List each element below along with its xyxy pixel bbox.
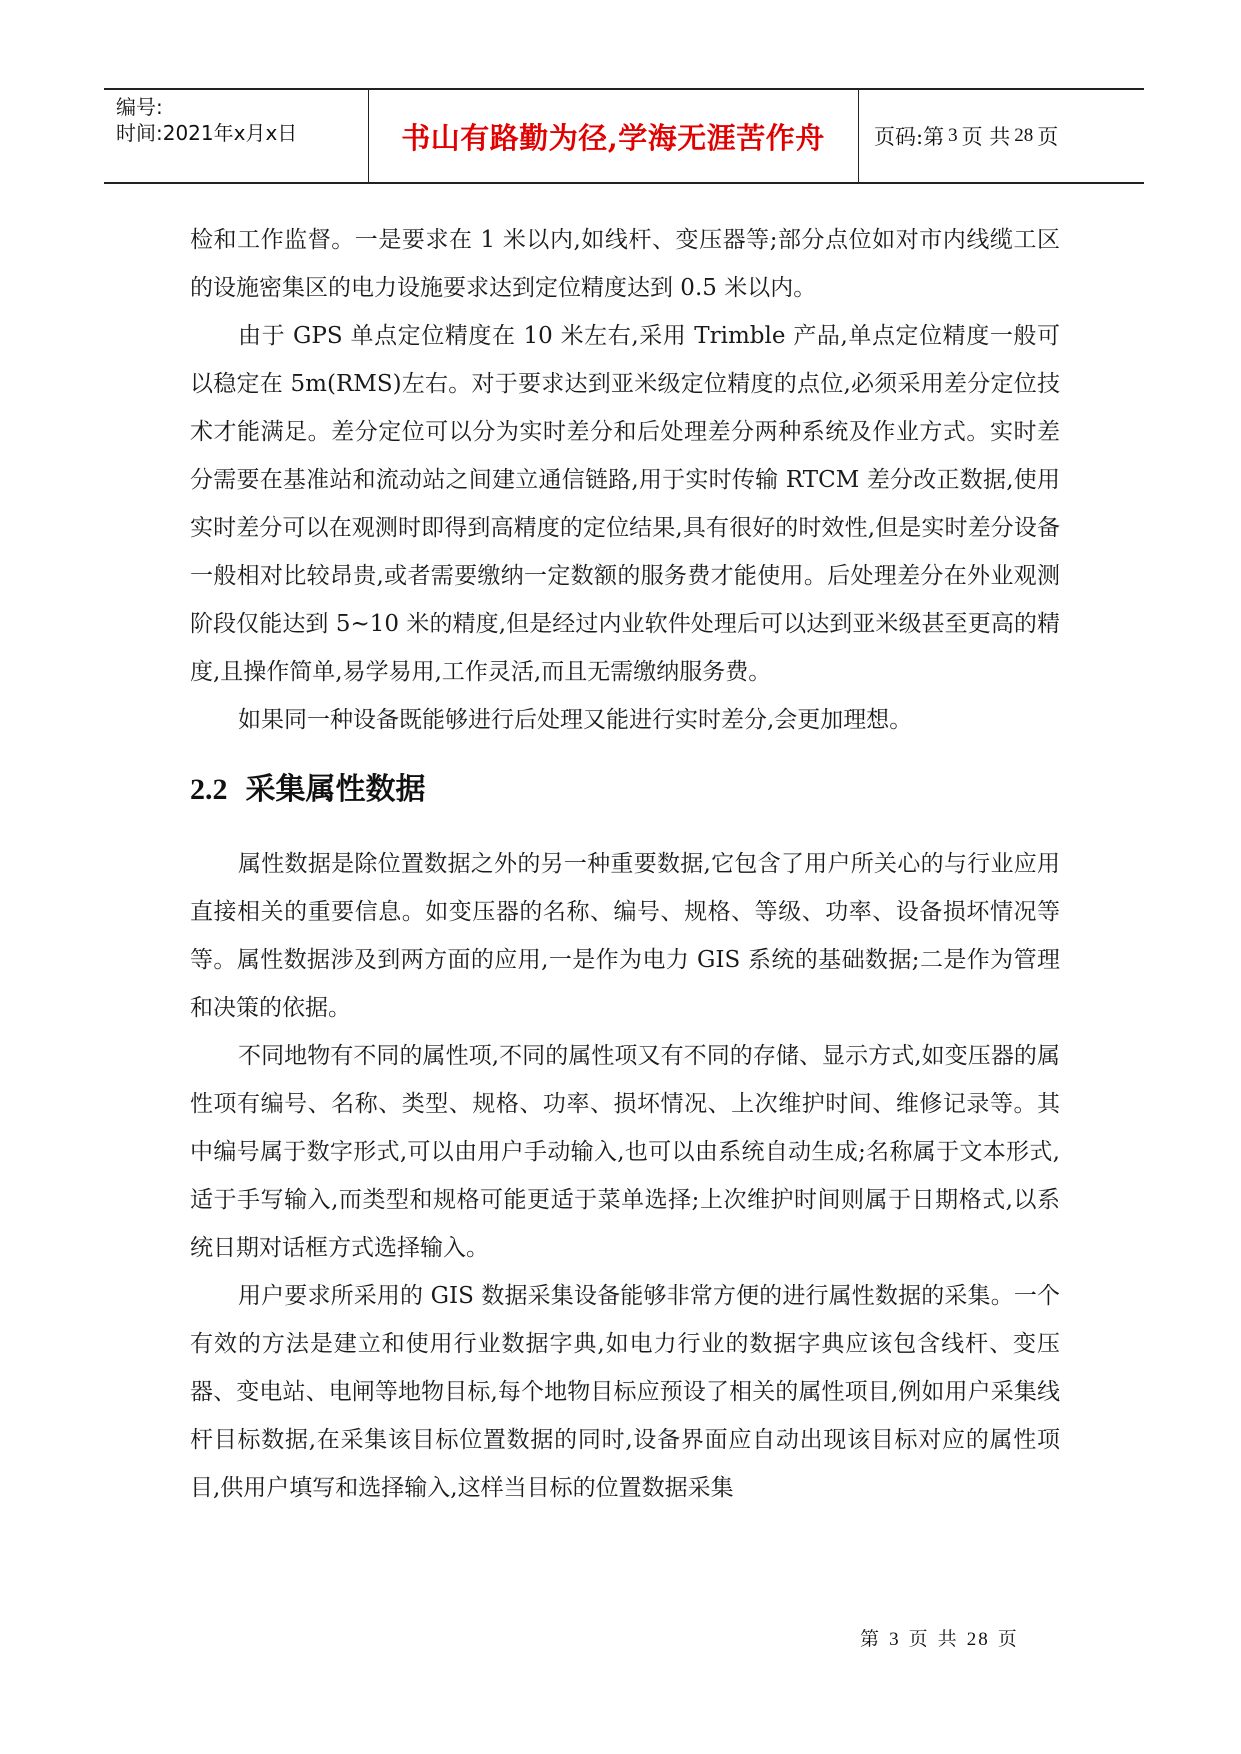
paragraph-attribute-items: 不同地物有不同的属性项,不同的属性项又有不同的存储、显示方式,如变压器的属性项有编号、名称、类型、规格、功率、损坏情况、上次维护时间、维修记录等。其中编号属于数字形式,可以由用户手动输入,也可以由系统自动生成;名称属于文本形式,适于手写输入,而类型和规格可能更适于菜单选择;上次维护时间则属于日期格式,以系统日期对话框方式选择输入。 — [190, 1043, 1060, 1261]
paragraph-data-dictionary: 用户要求所采用的 GIS 数据采集设备能够非常方便的进行属性数据的采集。一个有效的方法是建立和使用行业数据字典,如电力行业的数据字典应该包含线杆、变压器、变电站、电闸等地物目标,每个地物目标应预设了相关的属性项目,例如用户采集线杆目标数据,在采集该目标位置数据的同时,设备界面应自动出现该目标对应的属性项目,供用户填写和选择输入,这样当目标的位置数据采集 — [190, 1283, 1060, 1501]
section-number: 2.2 — [190, 773, 228, 806]
footer-suffix: 页 — [997, 1628, 1019, 1650]
page-header — [104, 88, 1144, 184]
header-time-label: 时间:2021年x月x日 — [116, 121, 298, 145]
section-title: 采集属性数据 — [245, 772, 426, 807]
header-page-current: 3 — [948, 125, 958, 146]
page-footer — [860, 1624, 1019, 1651]
header-motto: 书山有路勤为径,学海无涯苦作舟 — [401, 120, 825, 155]
header-page-total: 28 — [1014, 125, 1034, 146]
paragraph-attribute-data: 属性数据是除位置数据之外的另一种重要数据,它包含了用户所关心的与行业应用直接相关的重要信息。如变压器的名称、编号、规格、等级、功率、设备损坏情况等等。属性数据涉及到两方面的应用,一是作为电力 GIS 系统的基础数据;二是作为管理和决策的依据。 — [190, 851, 1060, 1021]
footer-mid: 页 共 — [908, 1628, 959, 1650]
footer-page-total: 28 — [966, 1629, 990, 1650]
header-page-indicator — [874, 90, 1058, 182]
header-divider-right — [858, 90, 859, 182]
footer-page-current: 3 — [889, 1629, 901, 1650]
header-page-prefix: 页码:第 — [874, 125, 945, 149]
header-page-suffix: 页 — [1037, 125, 1059, 149]
footer-prefix: 第 — [860, 1628, 882, 1650]
paragraph-ideal-device: 如果同一种设备既能够进行后处理又能进行实时差分,会更加理想。 — [238, 707, 913, 733]
paragraph-gps-accuracy: 由于 GPS 单点定位精度在 10 米左右,采用 Trimble 产品,单点定位精度一般可以稳定在 5m(RMS)左右。对于要求达到亚米级定位精度的点位,必须采用差分定位技术才能满足。差分定位可以分为实时差分和后处理差分两种系统及作业方式。实时差分需要在基准站和流动站之间建立通信链路,用于实时传输 RTCM 差分改正数据,使用实时差分可以在观测时即得到高精度的定位结果,具有很好的时效性,但是实时差分设备一般相对比较昂贵,或者需要缴纳一定数额的服务费才能使用。后处理差分在外业观测阶段仅能达到 5~10 米的精度,但是经过内业软件处理后可以达到亚米级甚至更高的精度,且操作简单,易学易用,工作灵活,而且无需缴纳服务费。 — [190, 323, 1060, 685]
header-meta — [116, 94, 297, 146]
header-page-mid: 页 共 — [961, 125, 1011, 149]
paragraph-continuation: 检和工作监督。一是要求在 1 米以内,如线杆、变压器等;部分点位如对市内线缆工区的设施密集区的电力设施要求达到定位精度达到 0.5 米以内。 — [190, 227, 1060, 301]
header-number-label: 编号: — [116, 95, 163, 119]
document-body — [190, 216, 1060, 1512]
section-heading — [190, 766, 1060, 814]
